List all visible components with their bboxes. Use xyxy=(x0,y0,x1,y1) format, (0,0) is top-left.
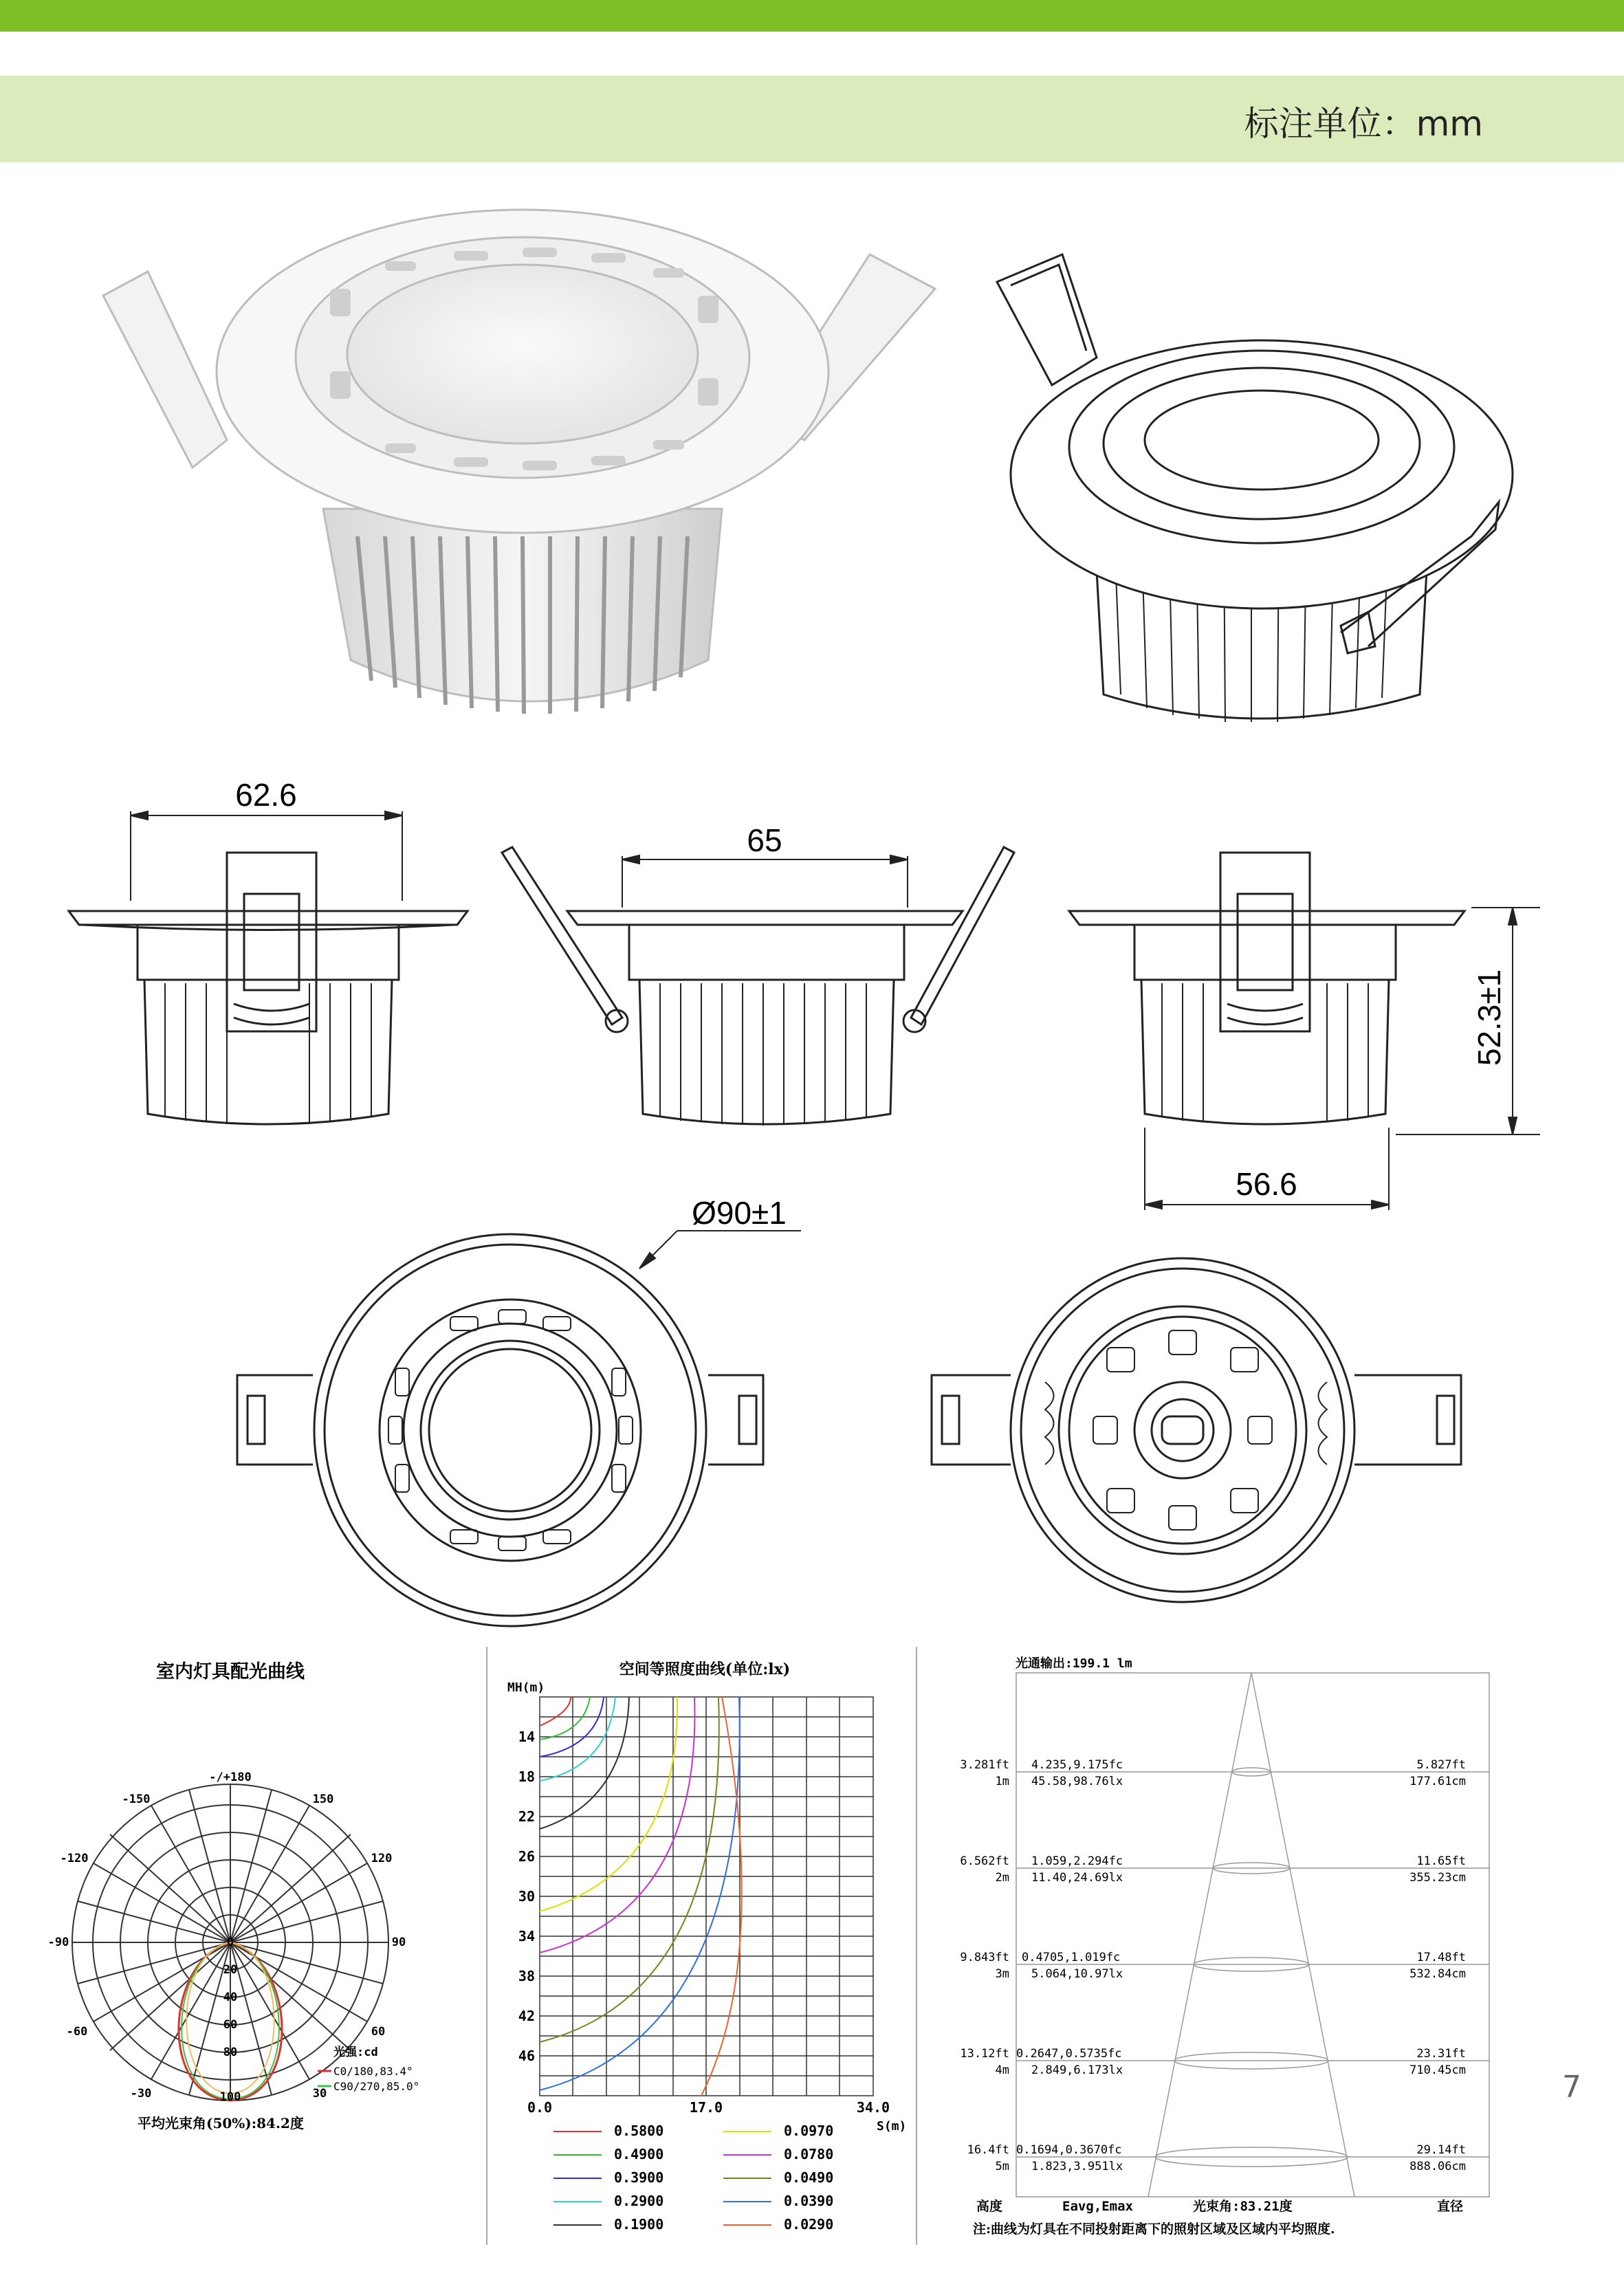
cone-r1-ft: 3.281ft xyxy=(960,1758,1009,1772)
front-view xyxy=(237,1234,763,1626)
cone-footer-eavg: Eavg,Emax xyxy=(1062,2199,1133,2214)
cone-footer-height: 高度 xyxy=(976,2199,1003,2214)
cone-r2-dcm: 355.23cm xyxy=(1409,1871,1466,1885)
cone-r5-ft: 16.4ft xyxy=(967,2143,1009,2157)
iso-y-42: 42 xyxy=(518,2008,535,2024)
polar-angle-180: -/+180 xyxy=(209,1771,252,1784)
cone-r4-m: 4m xyxy=(995,2063,1009,2077)
cone-r2-dft: 11.65ft xyxy=(1416,1854,1466,1868)
cone-r1-lx: 45.58,98.76lx xyxy=(1031,1775,1123,1788)
polar-title: 室内灯具配光曲线 xyxy=(156,1661,305,1682)
back-view xyxy=(932,1258,1461,1602)
cone-r1-dcm: 177.61cm xyxy=(1409,1775,1466,1788)
cone-r3-fc: 0.4705,1.019fc xyxy=(1022,1951,1121,1964)
iso-legend-8: 0.0390 xyxy=(784,2193,834,2209)
cone-r2-m: 2m xyxy=(995,1871,1009,1885)
polar-angle-m30: -30 xyxy=(130,2087,152,2101)
iso-y-18: 18 xyxy=(518,1768,535,1785)
iso-legend-9: 0.1900 xyxy=(614,2216,664,2233)
dim-65: 65 xyxy=(747,822,782,858)
iso-x-17: 17.0 xyxy=(689,2099,723,2116)
iso-legend-5: 0.3900 xyxy=(614,2169,664,2186)
iso-y-46: 46 xyxy=(518,2048,535,2064)
isolux-chart xyxy=(507,1660,906,2233)
cone-r4-lx: 2.849,6.173lx xyxy=(1031,2063,1123,2077)
cone-r2-fc: 1.059,2.294fc xyxy=(1031,1854,1123,1868)
side-view-2 xyxy=(502,847,1014,1126)
iso-legend-1: 0.5800 xyxy=(614,2123,664,2139)
cone-r3-ft: 9.843ft xyxy=(960,1951,1009,1964)
iso-x-axis: S(m) xyxy=(877,2119,907,2134)
iso-y-22: 22 xyxy=(518,1808,535,1825)
polar-angle-30: 30 xyxy=(312,2087,327,2101)
page-number: 7 xyxy=(1562,2070,1581,2105)
polar-angle-m150: -150 xyxy=(122,1793,151,1806)
side-view-3 xyxy=(1069,853,1464,1124)
polar-angle-120: 120 xyxy=(371,1852,393,1865)
iso-legend-4: 0.0780 xyxy=(784,2146,834,2162)
cone-title: 光通输出:199.1 lm xyxy=(1016,1656,1132,1671)
iso-legend-10: 0.0290 xyxy=(784,2216,834,2233)
iso-y-38: 38 xyxy=(518,1968,535,1984)
cone-r3-lx: 5.064,10.97lx xyxy=(1031,1967,1123,1981)
cone-r5-dft: 29.14ft xyxy=(1416,2143,1466,2157)
polar-legend-title: 光强:cd xyxy=(333,2046,378,2059)
cone-r4-fc: 0.2647,0.5735fc xyxy=(1016,2047,1122,2061)
polar-footer: 平均光束角(50%):84.2度 xyxy=(138,2115,304,2131)
iso-y-34: 34 xyxy=(518,1928,535,1944)
dimension-lines xyxy=(131,811,1540,1269)
polar-angle-m90: -90 xyxy=(47,1936,69,1949)
polar-r20: 20 xyxy=(223,1963,238,1977)
cone-r5-m: 5m xyxy=(995,2160,1009,2173)
polar-r100: 100 xyxy=(219,2090,241,2104)
product-render xyxy=(103,210,935,714)
cone-r1-fc: 4.235,9.175fc xyxy=(1031,1758,1123,1772)
dim-56-6: 56.6 xyxy=(1236,1166,1297,1202)
dim-52-3: 52.3±1 xyxy=(1471,969,1507,1066)
polar-angle-m60: -60 xyxy=(66,2025,88,2039)
iso-y-axis: MH(m) xyxy=(507,1680,545,1695)
cone-footer-angle: 光束角:83.21度 xyxy=(1193,2199,1293,2214)
polar-angle-90: 90 xyxy=(391,1936,406,1949)
cone-r2-lx: 11.40,24.69lx xyxy=(1031,1871,1123,1885)
polar-angle-150: 150 xyxy=(312,1793,334,1806)
iso-y-30: 30 xyxy=(518,1888,535,1905)
cone-r4-dcm: 710.45cm xyxy=(1409,2063,1466,2077)
dim-90: Ø90±1 xyxy=(692,1195,787,1231)
iso-legend-7: 0.2900 xyxy=(614,2193,664,2209)
iso-y-26: 26 xyxy=(518,1848,535,1865)
cone-note: 注:曲线为灯具在不同投射距离下的照射区域及区域内平均照度. xyxy=(973,2222,1335,2237)
side-view-1 xyxy=(69,853,468,1124)
iso-legend-6: 0.0490 xyxy=(784,2169,834,2186)
cone-r4-ft: 13.12ft xyxy=(960,2047,1009,2061)
polar-angle-m120: -120 xyxy=(60,1852,89,1865)
cone-r4-dft: 23.31ft xyxy=(1416,2047,1466,2061)
polar-legend-c0: C0/180,83.4° xyxy=(333,2065,413,2078)
cone-footer-diam: 直径 xyxy=(1437,2199,1464,2214)
cone-r3-dft: 17.48ft xyxy=(1416,1951,1466,1964)
polar-diagram xyxy=(48,1661,420,2131)
iso-x-0: 0.0 xyxy=(527,2099,553,2116)
iso-title: 空间等照度曲线(单位:lx) xyxy=(619,1660,791,1678)
polar-legend-c90: C90/270,85.0° xyxy=(333,2080,420,2093)
cone-r2-ft: 6.562ft xyxy=(960,1854,1009,1868)
cone-r5-fc: 0.1694,0.3670fc xyxy=(1016,2143,1122,2157)
iso-x-34: 34.0 xyxy=(856,2099,890,2116)
polar-r60: 60 xyxy=(223,2018,238,2032)
cone-r5-lx: 1.823,3.951lx xyxy=(1031,2160,1123,2173)
polar-angle-60: 60 xyxy=(371,2025,386,2039)
isometric-drawing xyxy=(997,254,1513,722)
polar-r80: 80 xyxy=(223,2046,238,2059)
cone-diagram xyxy=(960,1656,1489,2237)
iso-legend-2: 0.0970 xyxy=(784,2123,834,2139)
unit-label: 标注单位：mm xyxy=(1244,104,1483,144)
polar-r0: 0 xyxy=(226,1936,234,1949)
iso-y-14: 14 xyxy=(518,1729,535,1745)
polar-r40: 40 xyxy=(223,1991,238,2004)
cone-r1-m: 1m xyxy=(995,1775,1009,1788)
cone-r3-dcm: 532.84cm xyxy=(1409,1967,1466,1981)
dim-62-6: 62.6 xyxy=(235,777,297,813)
cone-r5-dcm: 888.06cm xyxy=(1409,2160,1466,2173)
cone-r1-dft: 5.827ft xyxy=(1416,1758,1466,1772)
iso-legend-3: 0.4900 xyxy=(614,2146,664,2162)
cone-r3-m: 3m xyxy=(995,1967,1009,1981)
